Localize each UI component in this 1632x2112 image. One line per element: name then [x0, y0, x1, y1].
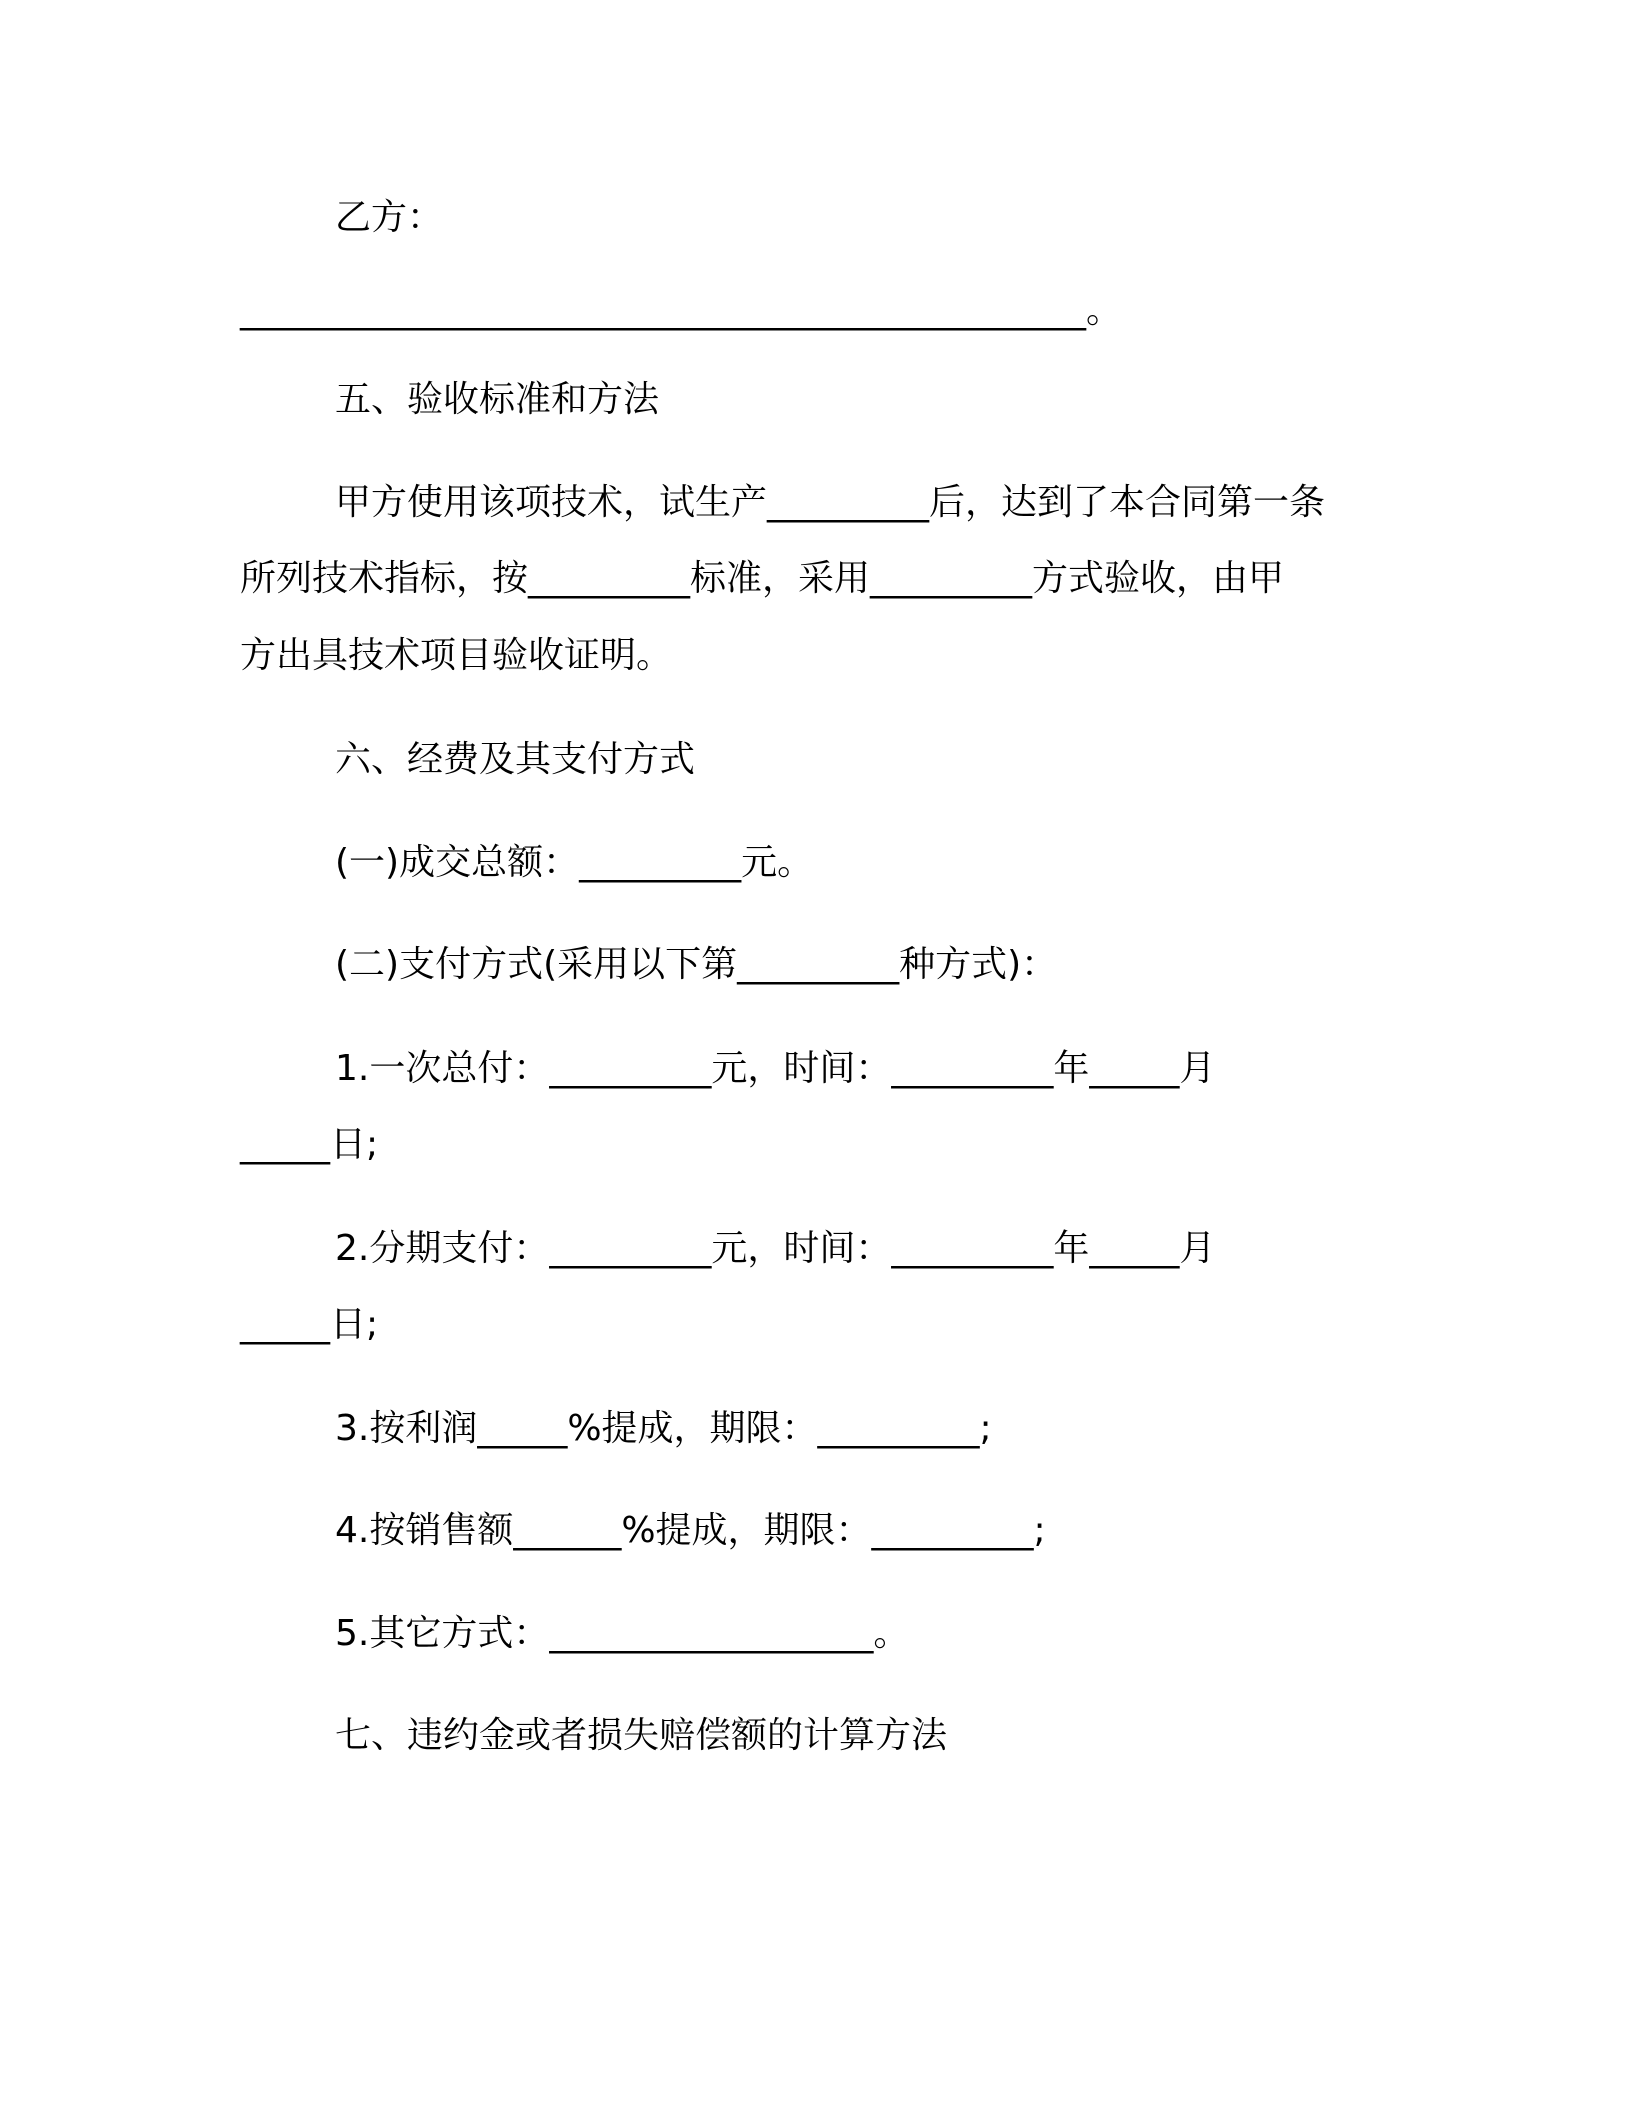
section-6-heading: 六、经费及其支付方式 [335, 739, 696, 780]
installment-payment-line-2: _____日; [240, 1304, 379, 1345]
section-5-paragraph-line-3: 方出具技术项目验收证明。 [240, 635, 673, 676]
party-b-label: 乙方： [335, 197, 444, 238]
section-5-paragraph-line-1: 甲方使用该项技术，试生产_________后，达到了本合同第一条 [335, 482, 1326, 523]
profit-commission-line: 3.按利润_____%提成，期限：_________; [335, 1408, 992, 1449]
lump-sum-payment-line-2: _____日; [240, 1124, 379, 1165]
section-5-paragraph-line-2: 所列技术指标，按_________标准，采用_________方式验收，由甲 [240, 558, 1285, 599]
lump-sum-payment-line-1: 1.一次总付：_________元，时间：_________年_____月 [335, 1048, 1216, 1089]
section-7-heading: 七、违约金或者损失赔偿额的计算方法 [335, 1715, 948, 1756]
payment-method-line: (二)支付方式(采用以下第_________种方式)： [335, 944, 1058, 985]
party-b-blank-line: _______________________________________________。 [240, 290, 1122, 331]
total-amount-line: (一)成交总额：_________元。 [335, 842, 814, 883]
other-method-line: 5.其它方式：__________________。 [335, 1613, 910, 1654]
sales-commission-line: 4.按销售额______%提成，期限：_________; [335, 1510, 1046, 1551]
installment-payment-line-1: 2.分期支付：_________元，时间：_________年_____月 [335, 1228, 1216, 1269]
section-5-heading: 五、验收标准和方法 [335, 379, 660, 420]
